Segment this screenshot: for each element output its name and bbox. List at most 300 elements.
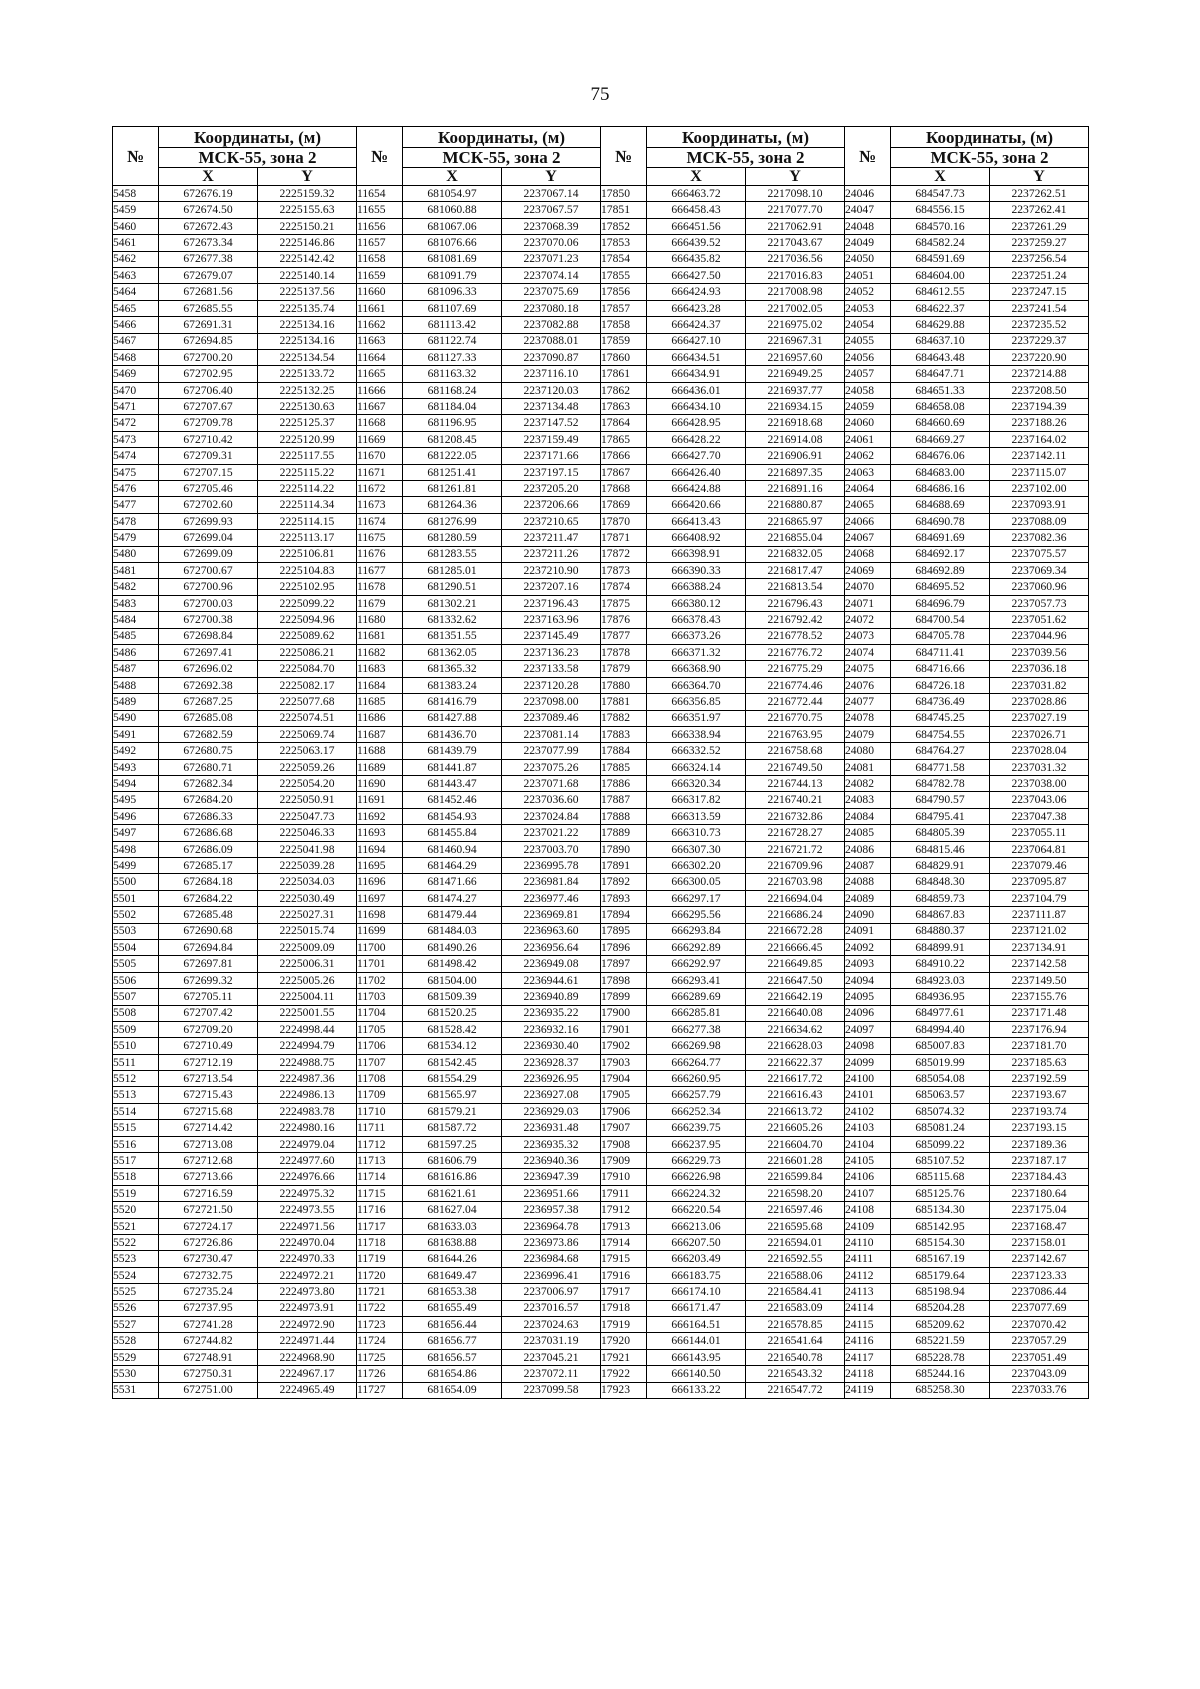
point-number: 17920 bbox=[601, 1333, 647, 1349]
y-header: Y bbox=[746, 168, 845, 186]
y-coordinate: 2224972.90 bbox=[258, 1316, 357, 1332]
y-coordinate: 2237194.39 bbox=[990, 399, 1089, 415]
x-coordinate: 672713.08 bbox=[159, 1136, 258, 1152]
system-header: МСК-55, зона 2 bbox=[159, 148, 357, 168]
point-number: 24100 bbox=[845, 1071, 891, 1087]
y-coordinate: 2225106.81 bbox=[258, 546, 357, 562]
x-coordinate: 666427.70 bbox=[647, 448, 746, 464]
y-coordinate: 2237181.70 bbox=[990, 1038, 1089, 1054]
y-coordinate: 2216616.43 bbox=[746, 1087, 845, 1103]
x-coordinate: 685244.16 bbox=[891, 1366, 990, 1382]
y-coordinate: 2237220.90 bbox=[990, 349, 1089, 365]
point-number: 17908 bbox=[601, 1136, 647, 1152]
x-coordinate: 666277.38 bbox=[647, 1021, 746, 1037]
x-coordinate: 666420.66 bbox=[647, 497, 746, 513]
x-coordinate: 666338.94 bbox=[647, 726, 746, 742]
x-coordinate: 684736.49 bbox=[891, 694, 990, 710]
x-coordinate: 666237.95 bbox=[647, 1136, 746, 1152]
point-number: 17850 bbox=[601, 186, 647, 202]
point-number: 5460 bbox=[113, 218, 159, 234]
x-coordinate: 681163.32 bbox=[403, 366, 502, 382]
x-coordinate: 666164.51 bbox=[647, 1316, 746, 1332]
point-number: 11720 bbox=[357, 1267, 403, 1283]
x-coordinate: 666307.30 bbox=[647, 841, 746, 857]
x-coordinate: 672686.33 bbox=[159, 808, 258, 824]
y-coordinate: 2236935.32 bbox=[502, 1136, 601, 1152]
y-coordinate: 2225113.17 bbox=[258, 530, 357, 546]
table-row bbox=[113, 1103, 1089, 1119]
y-coordinate: 2225140.14 bbox=[258, 267, 357, 283]
point-number: 17884 bbox=[601, 743, 647, 759]
x-coordinate: 666226.98 bbox=[647, 1169, 746, 1185]
x-coordinate: 666463.72 bbox=[647, 186, 746, 202]
point-number: 17883 bbox=[601, 726, 647, 742]
x-coordinate: 672697.81 bbox=[159, 956, 258, 972]
y-coordinate: 2216649.85 bbox=[746, 956, 845, 972]
y-coordinate: 2225050.91 bbox=[258, 792, 357, 808]
x-coordinate: 685115.68 bbox=[891, 1169, 990, 1185]
x-coordinate: 672707.42 bbox=[159, 1005, 258, 1021]
point-number: 11675 bbox=[357, 530, 403, 546]
y-coordinate: 2216597.46 bbox=[746, 1202, 845, 1218]
table-row bbox=[113, 743, 1089, 759]
point-number: 17913 bbox=[601, 1218, 647, 1234]
y-coordinate: 2224988.75 bbox=[258, 1054, 357, 1070]
x-coordinate: 681436.70 bbox=[403, 726, 502, 742]
point-number: 24055 bbox=[845, 333, 891, 349]
y-coordinate: 2237055.11 bbox=[990, 825, 1089, 841]
table-row bbox=[113, 972, 1089, 988]
y-coordinate: 2225082.17 bbox=[258, 677, 357, 693]
x-coordinate: 666302.20 bbox=[647, 858, 746, 874]
y-coordinate: 2236944.61 bbox=[502, 972, 601, 988]
y-coordinate: 2237051.49 bbox=[990, 1349, 1089, 1365]
x-coordinate: 684622.37 bbox=[891, 300, 990, 316]
point-number: 24081 bbox=[845, 759, 891, 775]
y-coordinate: 2237028.86 bbox=[990, 694, 1089, 710]
x-coordinate: 681471.66 bbox=[403, 874, 502, 890]
point-number: 11685 bbox=[357, 694, 403, 710]
y-coordinate: 2216604.70 bbox=[746, 1136, 845, 1152]
y-coordinate: 2237207.16 bbox=[502, 579, 601, 595]
point-number: 11687 bbox=[357, 726, 403, 742]
x-coordinate: 685099.22 bbox=[891, 1136, 990, 1152]
x-coordinate: 666427.50 bbox=[647, 267, 746, 283]
x-coordinate: 666388.24 bbox=[647, 579, 746, 595]
point-number: 5465 bbox=[113, 300, 159, 316]
y-coordinate: 2225001.55 bbox=[258, 1005, 357, 1021]
table-row bbox=[113, 628, 1089, 644]
system-header: МСК-55, зона 2 bbox=[891, 148, 1089, 168]
y-coordinate: 2237142.67 bbox=[990, 1251, 1089, 1267]
y-coordinate: 2225134.54 bbox=[258, 349, 357, 365]
x-coordinate: 681587.72 bbox=[403, 1120, 502, 1136]
point-number: 5510 bbox=[113, 1038, 159, 1054]
x-coordinate: 681208.45 bbox=[403, 431, 502, 447]
table-row bbox=[113, 1120, 1089, 1136]
x-coordinate: 681439.79 bbox=[403, 743, 502, 759]
point-number: 11696 bbox=[357, 874, 403, 890]
x-coordinate: 681261.81 bbox=[403, 481, 502, 497]
x-coordinate: 666133.22 bbox=[647, 1382, 746, 1398]
x-coordinate: 672674.50 bbox=[159, 202, 258, 218]
y-coordinate: 2236969.81 bbox=[502, 907, 601, 923]
point-number: 24089 bbox=[845, 890, 891, 906]
y-coordinate: 2237111.87 bbox=[990, 907, 1089, 923]
point-number: 5495 bbox=[113, 792, 159, 808]
point-number: 24073 bbox=[845, 628, 891, 644]
x-coordinate: 666171.47 bbox=[647, 1300, 746, 1316]
x-coordinate: 681656.77 bbox=[403, 1333, 502, 1349]
point-number: 11694 bbox=[357, 841, 403, 857]
point-number: 11671 bbox=[357, 464, 403, 480]
y-coordinate: 2225059.26 bbox=[258, 759, 357, 775]
y-coordinate: 2236951.66 bbox=[502, 1185, 601, 1201]
x-coordinate: 672709.78 bbox=[159, 415, 258, 431]
x-coordinate: 672685.48 bbox=[159, 907, 258, 923]
point-number: 24059 bbox=[845, 399, 891, 415]
y-coordinate: 2237115.07 bbox=[990, 464, 1089, 480]
x-coordinate: 681504.00 bbox=[403, 972, 502, 988]
x-coordinate: 672676.19 bbox=[159, 186, 258, 202]
y-coordinate: 2225063.17 bbox=[258, 743, 357, 759]
point-number: 5501 bbox=[113, 890, 159, 906]
y-coordinate: 2224971.44 bbox=[258, 1333, 357, 1349]
table-row bbox=[113, 923, 1089, 939]
y-coordinate: 2237185.63 bbox=[990, 1054, 1089, 1070]
y-coordinate: 2224977.60 bbox=[258, 1153, 357, 1169]
y-coordinate: 2216601.28 bbox=[746, 1153, 845, 1169]
table-row bbox=[113, 366, 1089, 382]
y-coordinate: 2236949.08 bbox=[502, 956, 601, 972]
point-number: 11718 bbox=[357, 1235, 403, 1251]
y-coordinate: 2236947.39 bbox=[502, 1169, 601, 1185]
x-coordinate: 666292.97 bbox=[647, 956, 746, 972]
x-coordinate: 684547.73 bbox=[891, 186, 990, 202]
point-number: 24106 bbox=[845, 1169, 891, 1185]
x-coordinate: 685198.94 bbox=[891, 1284, 990, 1300]
point-number: 24053 bbox=[845, 300, 891, 316]
point-number: 5527 bbox=[113, 1316, 159, 1332]
y-coordinate: 2237070.06 bbox=[502, 235, 601, 251]
x-coordinate: 672744.82 bbox=[159, 1333, 258, 1349]
x-coordinate: 666295.56 bbox=[647, 907, 746, 923]
y-coordinate: 2216634.62 bbox=[746, 1021, 845, 1037]
point-number: 24075 bbox=[845, 661, 891, 677]
point-number: 11726 bbox=[357, 1366, 403, 1382]
point-number: 11717 bbox=[357, 1218, 403, 1234]
y-coordinate: 2225074.51 bbox=[258, 710, 357, 726]
y-coordinate: 2237031.19 bbox=[502, 1333, 601, 1349]
table-row bbox=[113, 317, 1089, 333]
y-coordinate: 2216598.20 bbox=[746, 1185, 845, 1201]
point-number: 11692 bbox=[357, 808, 403, 824]
point-number: 11667 bbox=[357, 399, 403, 415]
point-number: 5517 bbox=[113, 1153, 159, 1169]
x-coordinate: 685209.62 bbox=[891, 1316, 990, 1332]
x-coordinate: 684696.79 bbox=[891, 595, 990, 611]
x-coordinate: 672710.49 bbox=[159, 1038, 258, 1054]
point-number: 11701 bbox=[357, 956, 403, 972]
point-number: 17868 bbox=[601, 481, 647, 497]
y-coordinate: 2216703.98 bbox=[746, 874, 845, 890]
point-number: 11706 bbox=[357, 1038, 403, 1054]
x-coordinate: 681452.46 bbox=[403, 792, 502, 808]
y-coordinate: 2237024.84 bbox=[502, 808, 601, 824]
num-header: № bbox=[113, 127, 159, 186]
y-coordinate: 2237075.69 bbox=[502, 284, 601, 300]
point-number: 24054 bbox=[845, 317, 891, 333]
y-coordinate: 2225137.56 bbox=[258, 284, 357, 300]
point-number: 24090 bbox=[845, 907, 891, 923]
point-number: 5464 bbox=[113, 284, 159, 300]
x-coordinate: 672712.19 bbox=[159, 1054, 258, 1070]
x-coordinate: 666434.10 bbox=[647, 399, 746, 415]
point-number: 11727 bbox=[357, 1382, 403, 1398]
x-coordinate: 672686.68 bbox=[159, 825, 258, 841]
y-coordinate: 2225027.31 bbox=[258, 907, 357, 923]
point-number: 11683 bbox=[357, 661, 403, 677]
x-coordinate: 666257.79 bbox=[647, 1087, 746, 1103]
point-number: 24060 bbox=[845, 415, 891, 431]
table-row bbox=[113, 776, 1089, 792]
y-coordinate: 2216622.37 bbox=[746, 1054, 845, 1070]
point-number: 24047 bbox=[845, 202, 891, 218]
y-coordinate: 2237136.23 bbox=[502, 644, 601, 660]
x-coordinate: 672702.60 bbox=[159, 497, 258, 513]
y-coordinate: 2216694.04 bbox=[746, 890, 845, 906]
y-coordinate: 2237176.94 bbox=[990, 1021, 1089, 1037]
y-coordinate: 2237188.26 bbox=[990, 415, 1089, 431]
y-coordinate: 2237082.88 bbox=[502, 317, 601, 333]
point-number: 17861 bbox=[601, 366, 647, 382]
y-coordinate: 2217008.98 bbox=[746, 284, 845, 300]
table-body bbox=[113, 186, 1089, 1399]
table-row bbox=[113, 497, 1089, 513]
y-coordinate: 2225102.95 bbox=[258, 579, 357, 595]
point-number: 11716 bbox=[357, 1202, 403, 1218]
point-number: 11673 bbox=[357, 497, 403, 513]
x-coordinate: 685167.19 bbox=[891, 1251, 990, 1267]
point-number: 17880 bbox=[601, 677, 647, 693]
point-number: 11682 bbox=[357, 644, 403, 660]
point-number: 11676 bbox=[357, 546, 403, 562]
point-number: 11665 bbox=[357, 366, 403, 382]
point-number: 24107 bbox=[845, 1185, 891, 1201]
num-header: № bbox=[601, 127, 647, 186]
point-number: 24098 bbox=[845, 1038, 891, 1054]
point-number: 24051 bbox=[845, 267, 891, 283]
table-row bbox=[113, 612, 1089, 628]
y-coordinate: 2236956.64 bbox=[502, 939, 601, 955]
point-number: 17889 bbox=[601, 825, 647, 841]
x-coordinate: 681222.05 bbox=[403, 448, 502, 464]
table-row bbox=[113, 1071, 1089, 1087]
y-coordinate: 2237086.44 bbox=[990, 1284, 1089, 1300]
x-coordinate: 684994.40 bbox=[891, 1021, 990, 1037]
point-number: 24048 bbox=[845, 218, 891, 234]
point-number: 5482 bbox=[113, 579, 159, 595]
point-number: 11712 bbox=[357, 1136, 403, 1152]
y-coordinate: 2224973.80 bbox=[258, 1284, 357, 1300]
table-row bbox=[113, 1235, 1089, 1251]
point-number: 24097 bbox=[845, 1021, 891, 1037]
y-coordinate: 2225117.55 bbox=[258, 448, 357, 464]
point-number: 24057 bbox=[845, 366, 891, 382]
x-coordinate: 666351.97 bbox=[647, 710, 746, 726]
y-coordinate: 2237099.58 bbox=[502, 1382, 601, 1398]
y-coordinate: 2237121.02 bbox=[990, 923, 1089, 939]
point-number: 11663 bbox=[357, 333, 403, 349]
x-coordinate: 681290.51 bbox=[403, 579, 502, 595]
y-coordinate: 2216744.13 bbox=[746, 776, 845, 792]
point-number: 5466 bbox=[113, 317, 159, 333]
y-coordinate: 2237024.63 bbox=[502, 1316, 601, 1332]
point-number: 24108 bbox=[845, 1202, 891, 1218]
y-coordinate: 2237033.76 bbox=[990, 1382, 1089, 1398]
point-number: 5462 bbox=[113, 251, 159, 267]
y-coordinate: 2237072.11 bbox=[502, 1366, 601, 1382]
x-coordinate: 666183.75 bbox=[647, 1267, 746, 1283]
point-number: 11690 bbox=[357, 776, 403, 792]
point-number: 11657 bbox=[357, 235, 403, 251]
table-row bbox=[113, 235, 1089, 251]
x-coordinate: 672699.93 bbox=[159, 513, 258, 529]
y-coordinate: 2225015.74 bbox=[258, 923, 357, 939]
point-number: 17874 bbox=[601, 579, 647, 595]
table-row bbox=[113, 1021, 1089, 1037]
point-number: 11725 bbox=[357, 1349, 403, 1365]
point-number: 11672 bbox=[357, 481, 403, 497]
y-coordinate: 2224975.32 bbox=[258, 1185, 357, 1201]
table-row bbox=[113, 939, 1089, 955]
x-coordinate: 672741.28 bbox=[159, 1316, 258, 1332]
point-number: 11664 bbox=[357, 349, 403, 365]
point-number: 24083 bbox=[845, 792, 891, 808]
point-number: 17896 bbox=[601, 939, 647, 955]
point-number: 17885 bbox=[601, 759, 647, 775]
table-row bbox=[113, 907, 1089, 923]
table-row bbox=[113, 415, 1089, 431]
y-coordinate: 2237075.26 bbox=[502, 759, 601, 775]
point-number: 17860 bbox=[601, 349, 647, 365]
y-coordinate: 2237093.91 bbox=[990, 497, 1089, 513]
y-coordinate: 2216647.50 bbox=[746, 972, 845, 988]
point-number: 5478 bbox=[113, 513, 159, 529]
y-coordinate: 2225077.68 bbox=[258, 694, 357, 710]
x-coordinate: 681655.49 bbox=[403, 1300, 502, 1316]
y-coordinate: 2216592.55 bbox=[746, 1251, 845, 1267]
table-row bbox=[113, 710, 1089, 726]
point-number: 17870 bbox=[601, 513, 647, 529]
x-coordinate: 672691.31 bbox=[159, 317, 258, 333]
x-coordinate: 685179.64 bbox=[891, 1267, 990, 1283]
y-coordinate: 2225030.49 bbox=[258, 890, 357, 906]
point-number: 17888 bbox=[601, 808, 647, 824]
x-coordinate: 685154.30 bbox=[891, 1235, 990, 1251]
point-number: 11661 bbox=[357, 300, 403, 316]
table-row bbox=[113, 841, 1089, 857]
y-coordinate: 2217077.70 bbox=[746, 202, 845, 218]
y-coordinate: 2225069.74 bbox=[258, 726, 357, 742]
y-coordinate: 2237142.58 bbox=[990, 956, 1089, 972]
y-coordinate: 2225134.16 bbox=[258, 333, 357, 349]
point-number: 5508 bbox=[113, 1005, 159, 1021]
y-coordinate: 2224998.44 bbox=[258, 1021, 357, 1037]
x-coordinate: 684676.06 bbox=[891, 448, 990, 464]
y-coordinate: 2225130.63 bbox=[258, 399, 357, 415]
y-coordinate: 2237003.70 bbox=[502, 841, 601, 857]
table-row bbox=[113, 661, 1089, 677]
point-number: 17866 bbox=[601, 448, 647, 464]
x-coordinate: 684923.03 bbox=[891, 972, 990, 988]
table-row bbox=[113, 1218, 1089, 1234]
x-coordinate: 685063.57 bbox=[891, 1087, 990, 1103]
y-coordinate: 2237241.54 bbox=[990, 300, 1089, 316]
x-coordinate: 666239.75 bbox=[647, 1120, 746, 1136]
x-coordinate: 684859.73 bbox=[891, 890, 990, 906]
x-coordinate: 684790.57 bbox=[891, 792, 990, 808]
point-number: 17852 bbox=[601, 218, 647, 234]
x-coordinate: 685107.52 bbox=[891, 1153, 990, 1169]
table-row bbox=[113, 399, 1089, 415]
y-coordinate: 2236963.60 bbox=[502, 923, 601, 939]
x-coordinate: 666439.52 bbox=[647, 235, 746, 251]
y-coordinate: 2216628.03 bbox=[746, 1038, 845, 1054]
x-coordinate: 672700.20 bbox=[159, 349, 258, 365]
table-row bbox=[113, 431, 1089, 447]
x-coordinate: 684688.69 bbox=[891, 497, 990, 513]
y-coordinate: 2237031.82 bbox=[990, 677, 1089, 693]
point-number: 11704 bbox=[357, 1005, 403, 1021]
x-coordinate: 681528.42 bbox=[403, 1021, 502, 1037]
x-coordinate: 681460.94 bbox=[403, 841, 502, 857]
system-header: МСК-55, зона 2 bbox=[403, 148, 601, 168]
point-number: 5514 bbox=[113, 1103, 159, 1119]
y-coordinate: 2236984.68 bbox=[502, 1251, 601, 1267]
point-number: 11655 bbox=[357, 202, 403, 218]
x-coordinate: 672699.32 bbox=[159, 972, 258, 988]
table-row bbox=[113, 644, 1089, 660]
x-coordinate: 681365.32 bbox=[403, 661, 502, 677]
y-coordinate: 2217016.83 bbox=[746, 267, 845, 283]
x-coordinate: 672682.59 bbox=[159, 726, 258, 742]
table-row bbox=[113, 267, 1089, 283]
point-number: 5525 bbox=[113, 1284, 159, 1300]
y-coordinate: 2216728.27 bbox=[746, 825, 845, 841]
y-coordinate: 2216642.19 bbox=[746, 989, 845, 1005]
y-header: Y bbox=[990, 168, 1089, 186]
x-coordinate: 685054.08 bbox=[891, 1071, 990, 1087]
table-row bbox=[113, 1169, 1089, 1185]
x-coordinate: 681076.66 bbox=[403, 235, 502, 251]
point-number: 17855 bbox=[601, 267, 647, 283]
point-number: 5480 bbox=[113, 546, 159, 562]
y-coordinate: 2225132.25 bbox=[258, 382, 357, 398]
point-number: 5473 bbox=[113, 431, 159, 447]
point-number: 24064 bbox=[845, 481, 891, 497]
point-number: 24049 bbox=[845, 235, 891, 251]
y-coordinate: 2236926.95 bbox=[502, 1071, 601, 1087]
x-coordinate: 684867.83 bbox=[891, 907, 990, 923]
point-number: 5488 bbox=[113, 677, 159, 693]
y-coordinate: 2237120.03 bbox=[502, 382, 601, 398]
x-coordinate: 684629.88 bbox=[891, 317, 990, 333]
point-number: 5507 bbox=[113, 989, 159, 1005]
x-coordinate: 685125.76 bbox=[891, 1185, 990, 1201]
y-coordinate: 2236931.48 bbox=[502, 1120, 601, 1136]
y-coordinate: 2237187.17 bbox=[990, 1153, 1089, 1169]
